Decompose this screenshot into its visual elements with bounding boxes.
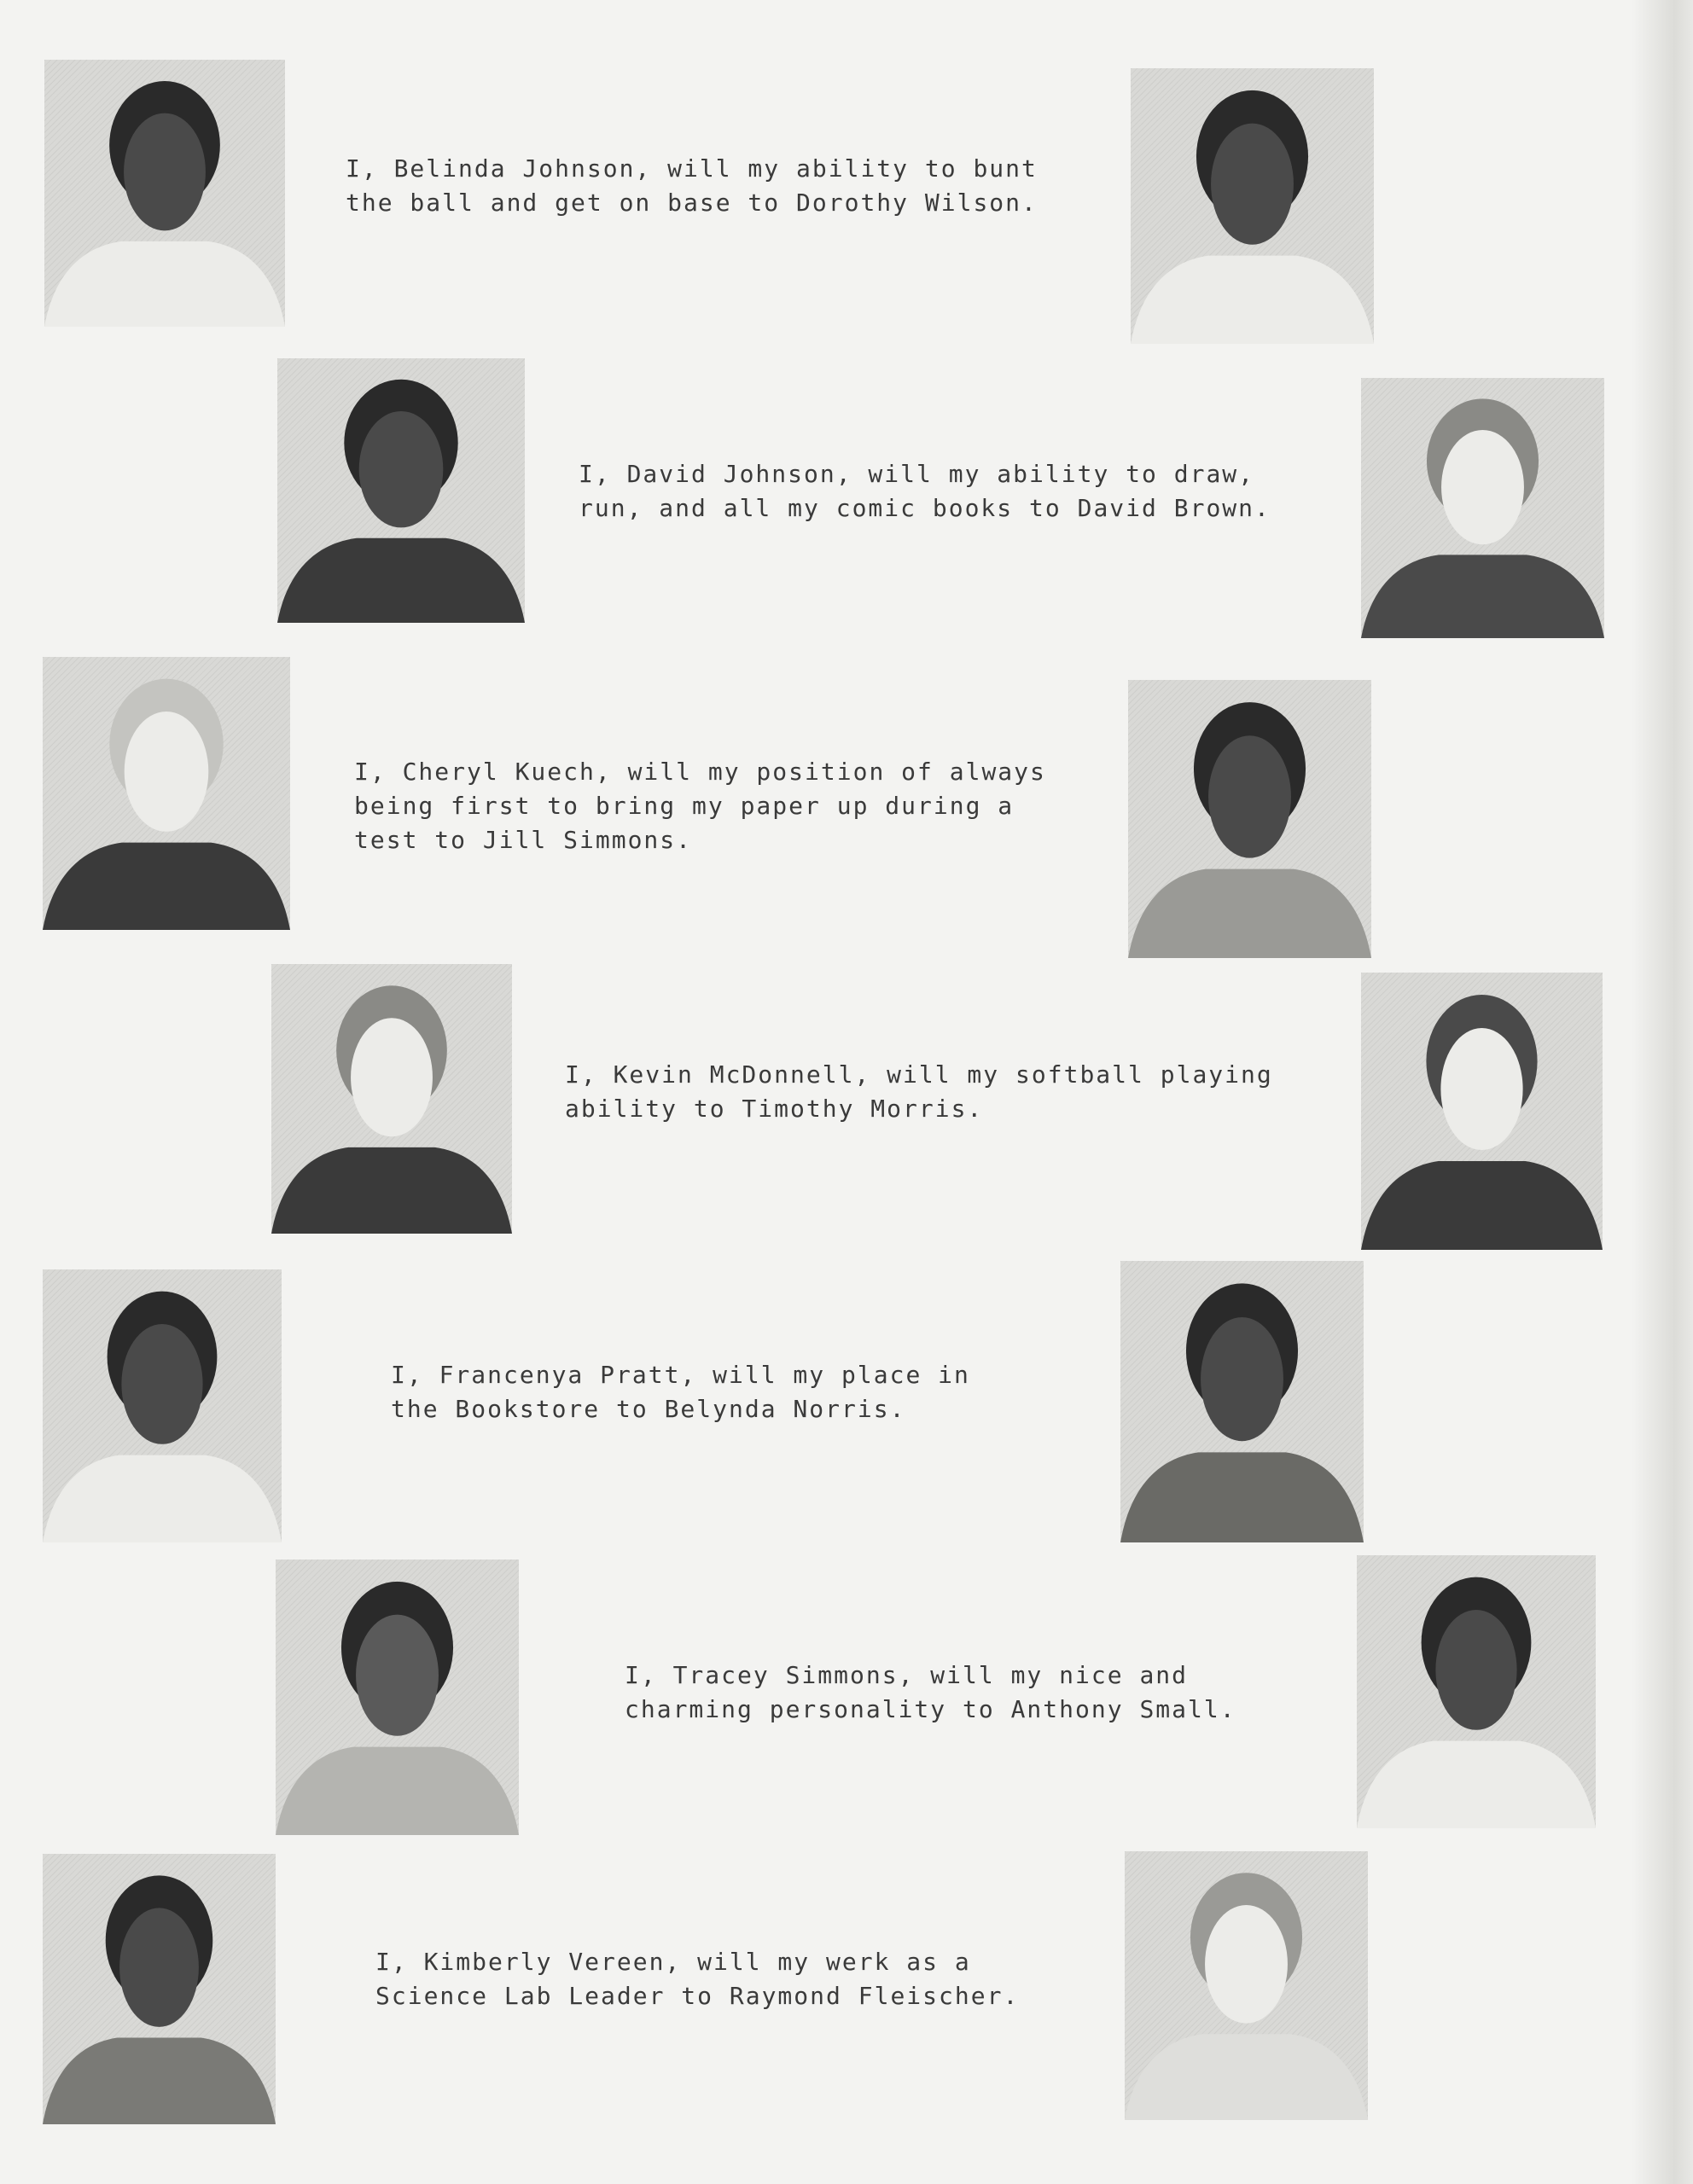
student-photo-david-johnson [277, 358, 525, 623]
portrait-silhouette [271, 964, 512, 1234]
portrait-silhouette [43, 1854, 276, 2124]
student-photo-anthony-small [1357, 1555, 1596, 1828]
student-photo-david-brown [1361, 378, 1604, 638]
student-photo-dorothy-wilson [1131, 68, 1374, 344]
portrait-silhouette [276, 1560, 519, 1835]
portrait-silhouette [1125, 1851, 1368, 2120]
portrait-silhouette [43, 657, 290, 930]
will-statement-kimberly-vereen: I, Kimberly Vereen, will my werk as a Science Lab Leader to Raymond Fleischer. [375, 1948, 1020, 2010]
portrait-silhouette [1120, 1261, 1364, 1542]
student-photo-belynda-norris [1120, 1261, 1364, 1542]
will-statement-francenya-pratt: I, Francenya Pratt, will my place in the Bookstore to Belynda Norris. [391, 1361, 970, 1423]
page-binding-edge [1632, 0, 1693, 2184]
will-statement-tracey-simmons: I, Tracey Simmons, will my nice and charming personality to Anthony Small. [625, 1661, 1236, 1723]
student-photo-belinda-johnson [44, 60, 285, 327]
will-statement-kevin-mcdonnell: I, Kevin McDonnell, will my softball playing ability to Timothy Morris. [565, 1060, 1273, 1123]
portrait-silhouette [1131, 68, 1374, 344]
portrait-silhouette [1128, 680, 1371, 958]
portrait-silhouette [44, 60, 285, 327]
will-statement-belinda-johnson: I, Belinda Johnson, will my ability to bunt the ball and get on base to Dorothy Wilson. [346, 154, 1038, 217]
portrait-silhouette [1361, 973, 1603, 1250]
student-photo-tracey-simmons [276, 1560, 519, 1835]
student-photo-timothy-morris [1361, 973, 1603, 1250]
portrait-silhouette [1361, 378, 1604, 638]
portrait-silhouette [1357, 1555, 1596, 1828]
student-photo-cheryl-kuech [43, 657, 290, 930]
student-photo-kimberly-vereen [43, 1854, 276, 2124]
will-statement-david-johnson: I, David Johnson, will my ability to draw, run, and all my comic books to David Brown. [579, 460, 1271, 522]
will-statement-cheryl-kuech: I, Cheryl Kuech, will my position of always being first to bring my paper up during a test to Jill Simmons. [354, 758, 1046, 854]
student-photo-raymond-fleischer [1125, 1851, 1368, 2120]
student-photo-kevin-mcdonnell [271, 964, 512, 1234]
portrait-silhouette [277, 358, 525, 623]
portrait-silhouette [43, 1269, 282, 1542]
student-photo-jill-simmons [1128, 680, 1371, 958]
student-photo-francenya-pratt [43, 1269, 282, 1542]
